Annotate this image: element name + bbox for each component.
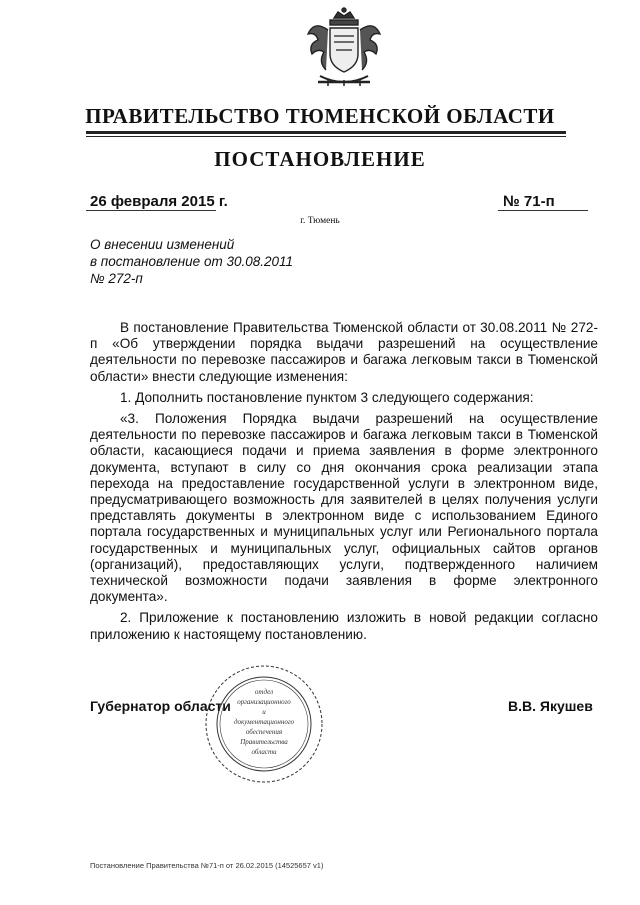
date-underline xyxy=(86,210,216,211)
subject-line: О внесении изменений xyxy=(90,237,235,252)
document-date: 26 февраля 2015 г. xyxy=(90,193,228,210)
body-paragraph-2: 1. Дополнить постановление пунктом 3 следующего содержания: xyxy=(120,389,534,405)
stamp-line: документационного xyxy=(233,718,295,726)
subject-line: № 272-п xyxy=(90,271,143,286)
document-type-title: ПОСТАНОВЛЕНИЕ xyxy=(214,147,426,171)
stamp-line: отдел xyxy=(254,688,274,696)
header-divider-thick xyxy=(86,131,566,134)
body-paragraph-1: В постановление Правительства Тюменской области от 30.08.2011 № 272-п «Об утверждении порядка выдачи разрешений на осуществление деятельности по перевозке пассажиров и багажа легковым такси в Тюменской области» внести следующие изменения: xyxy=(90,320,598,384)
body-paragraph-4: 2. Приложение к постановлению изложить в новой редакции согласно приложению к настоящему постановлению. xyxy=(90,610,598,642)
stamp-line: организационного xyxy=(237,698,291,706)
city-name: г. Тюмень xyxy=(300,216,340,226)
header-divider-thin xyxy=(86,136,566,137)
document-number: № 71-п xyxy=(503,193,555,210)
stamp-line: и xyxy=(262,708,266,716)
government-title: ПРАВИТЕЛЬСТВО ТЮМЕНСКОЙ ОБЛАСТИ xyxy=(85,104,555,128)
official-stamp xyxy=(202,662,326,786)
document-body xyxy=(90,320,598,643)
document-subject xyxy=(90,236,293,287)
stamp-line: обеспечения xyxy=(245,728,283,736)
number-underline xyxy=(498,210,588,211)
signer-role: Губернатор области xyxy=(90,698,231,714)
stamp-line: Правительства xyxy=(240,738,288,746)
coat-of-arms-emblem xyxy=(298,6,390,90)
subject-line: в постановление от 30.08.2011 xyxy=(90,254,294,269)
stamp-line: области xyxy=(251,748,277,756)
body-paragraph-3: «3. Положения Порядка выдачи разрешений на осуществление деятельности по перевозке пассажиров и багажа легковым такси в Тюменской области, касающиеся подачи и приема заявления в форме электронного документа, вступают в силу со дня окончания срока реализации этапа перехода на предоставление государственной услуги в электронном виде, предусматривающего возможность для заявителей в целях получения услуги представлять документы в электронном виде с использованием Единого портала государственных и муниципальных услуг или Регионального портала государственных и муниципальных услуг, официальных сайтов органов (организаций), предоставляющих услуги, подтвержденного наличием технической возможности подачи заявления в форме электронного документа». xyxy=(90,411,598,605)
document-footer: Постановление Правительства №71-п от 26.02.2015 (14525657 v1) xyxy=(90,861,324,870)
signer-name: В.В. Якушев xyxy=(508,698,593,714)
